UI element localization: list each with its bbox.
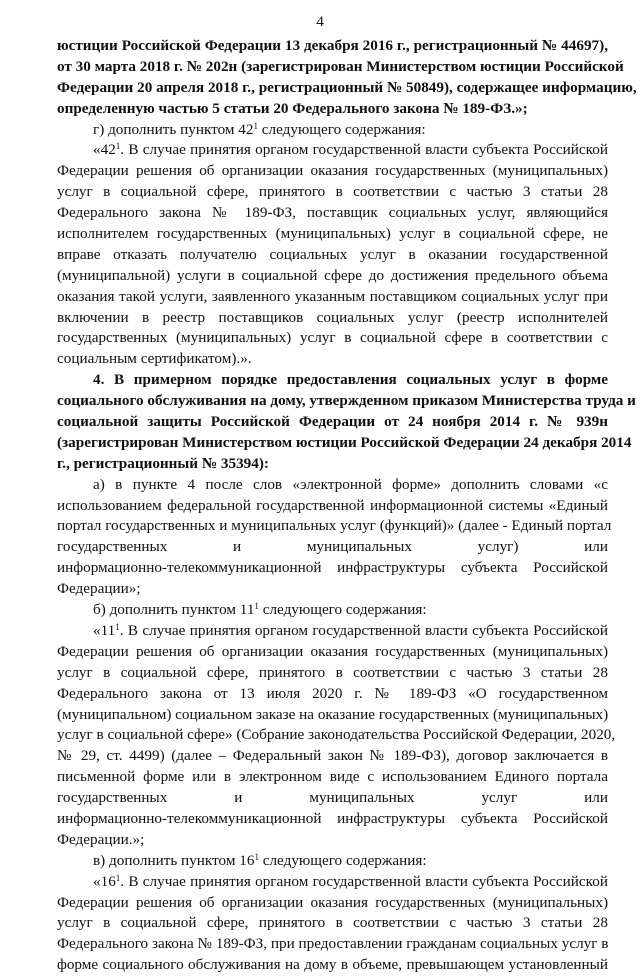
text-line bbox=[57, 57, 624, 78]
text-line bbox=[57, 454, 608, 475]
text-line bbox=[57, 78, 637, 99]
text-line bbox=[57, 558, 608, 579]
line-text: форме социального обслуживания на дому в объеме, превышающем установленный bbox=[57, 956, 608, 974]
line-text: а) в пункте 4 после слов «электронной форме» дополнить словами «с bbox=[93, 475, 608, 493]
line-text: социальной защиты Российской Федерации от 24 ноября 2014 г. № 939н bbox=[57, 413, 608, 431]
line-text: включении в реестр поставщиков социальных услуг (реестр исполнителей bbox=[57, 308, 608, 326]
superscript: 1 bbox=[254, 851, 259, 862]
line-text: информационно-телекоммуникационной инфраструктуры субъекта Российской bbox=[57, 809, 608, 827]
line-text-continued: . В случае принятия органом государственной власти субъекта Российской bbox=[120, 872, 608, 890]
line-text: социального обслуживания на дому, утвержденном приказом Министерства труда и bbox=[57, 392, 636, 410]
text-line bbox=[57, 788, 608, 809]
text-line bbox=[57, 370, 608, 391]
text-line bbox=[57, 161, 608, 182]
text-line bbox=[57, 496, 608, 517]
line-text: определенную частью 5 статьи 20 Федерального закона № 189-ФЗ.»; bbox=[57, 99, 528, 117]
line-text: социальным сертификатом).». bbox=[57, 350, 252, 368]
line-text: № 29, ст. 4499) (далее – Федеральный закон № 189-ФЗ), договор заключается в bbox=[57, 747, 608, 765]
text-line bbox=[57, 140, 608, 161]
line-text-continued: следующего содержания: bbox=[258, 601, 427, 619]
text-line bbox=[57, 663, 608, 684]
line-text-continued: следующего содержания: bbox=[257, 120, 426, 138]
line-text-continued: следующего содержания: bbox=[258, 851, 427, 869]
text-line bbox=[57, 746, 608, 767]
line-text: использованием федеральной государственной информационной системы «Единый bbox=[57, 496, 608, 514]
text-line bbox=[57, 391, 636, 412]
superscript: 1 bbox=[253, 120, 258, 131]
text-line bbox=[57, 182, 608, 203]
page-number: 4 bbox=[316, 13, 324, 30]
text-line bbox=[57, 433, 632, 454]
document-body bbox=[57, 36, 637, 976]
line-text: г) дополнить пунктом 42 bbox=[93, 120, 254, 138]
text-line bbox=[57, 308, 608, 329]
line-text: вправе отказать получателю социальных услуг в оказании государственной bbox=[57, 245, 608, 263]
text-line bbox=[57, 893, 608, 914]
line-text: г., регистрационный № 35394): bbox=[57, 454, 269, 472]
text-line bbox=[57, 872, 608, 893]
text-line bbox=[57, 579, 608, 600]
line-text: Федерального закона от 13 июля 2020 г. № 189-ФЗ «О государственном bbox=[57, 684, 608, 702]
text-line bbox=[57, 621, 608, 642]
text-line bbox=[57, 99, 608, 120]
superscript: 1 bbox=[254, 601, 259, 612]
line-text: «42 bbox=[93, 141, 116, 159]
line-text-continued: . В случае принятия органом государственной власти субъекта Российской bbox=[120, 141, 608, 159]
line-text: «16 bbox=[93, 872, 116, 890]
line-text: Федерации решения об организации оказания государственных (муниципальных) bbox=[57, 162, 608, 180]
text-line bbox=[57, 349, 608, 370]
text-line bbox=[57, 934, 608, 955]
text-line bbox=[57, 412, 608, 433]
line-text: государственных и муниципальных услуг) или bbox=[57, 538, 608, 556]
text-line bbox=[57, 955, 608, 976]
line-text-continued: . В случае принятия органом государственной власти субъекта Российской bbox=[119, 621, 608, 639]
line-text: портал государственных и муниципальных услуг (функций)» (далее - Единый портал bbox=[57, 517, 612, 535]
line-text: услуг в социальной сфере, принятого в соответствии с частью 3 статьи 28 bbox=[57, 183, 608, 201]
line-text: б) дополнить пунктом 11 bbox=[93, 601, 255, 619]
line-text: Федерального закона № 189-ФЗ, при предоставлении гражданам социальных услуг в bbox=[57, 935, 609, 953]
text-line bbox=[57, 705, 608, 726]
superscript: 1 bbox=[115, 141, 121, 152]
line-text: Федерации решения об организации оказания государственных (муниципальных) bbox=[57, 893, 608, 911]
text-line bbox=[57, 328, 608, 349]
text-line bbox=[57, 725, 616, 746]
text-line bbox=[57, 516, 612, 537]
superscript: 1 bbox=[115, 621, 120, 632]
text-line bbox=[57, 203, 608, 224]
line-text: (муниципальном) социальном заказе на оказание государственных (муниципальных) bbox=[57, 705, 609, 723]
superscript: 1 bbox=[115, 872, 121, 883]
text-line bbox=[57, 809, 608, 830]
line-text: Федерации 20 апреля 2018 г., регистрационный № 50849), содержащее информацию, bbox=[57, 78, 637, 96]
line-text: Федерального закона № 189-ФЗ, поставщик социальных услуг, являющийся bbox=[57, 204, 608, 222]
line-text: 4. В примерном порядке предоставления социальных услуг в форме bbox=[93, 371, 608, 389]
text-line bbox=[57, 266, 608, 287]
line-text: (зарегистрирован Министерством юстиции Российской Федерации 24 декабря 2014 bbox=[57, 433, 632, 451]
line-text: государственных (муниципальных) услуг в социальной сфере в соответствии с bbox=[57, 329, 608, 347]
text-line bbox=[57, 537, 608, 558]
text-line bbox=[57, 475, 608, 496]
line-text: в) дополнить пунктом 16 bbox=[93, 851, 255, 869]
text-line bbox=[57, 851, 608, 872]
line-text: от 30 марта 2018 г. № 202н (зарегистрирован Министерством юстиции Российской bbox=[57, 57, 624, 75]
line-text: оказания такой услуги, заявленного указанным поставщиком социальных услуг при bbox=[57, 287, 608, 305]
text-line bbox=[57, 600, 608, 621]
line-text: Федерации»; bbox=[57, 580, 141, 598]
line-text: информационно-телекоммуникационной инфраструктуры субъекта Российской bbox=[57, 559, 608, 577]
text-line bbox=[57, 767, 608, 788]
text-line bbox=[57, 684, 608, 705]
line-text: государственных и муниципальных услуг или bbox=[57, 789, 608, 807]
line-text: (муниципальной) услуги в социальной сфере до достижения предельного объема bbox=[57, 266, 608, 284]
line-text: «11 bbox=[93, 621, 116, 639]
text-line bbox=[57, 36, 608, 57]
line-text: письменной форме или в электронном виде с использованием Единого портала bbox=[57, 768, 608, 786]
line-text: услуг в социальной сфере, принятого в соответствии с частью 3 статьи 28 bbox=[57, 663, 608, 681]
text-line bbox=[57, 120, 608, 141]
text-line bbox=[57, 913, 608, 934]
line-text: услуг в социальной сфере, принятого в соответствии с частью 3 статьи 28 bbox=[57, 914, 608, 932]
text-line bbox=[57, 642, 608, 663]
line-text: исполнителем государственных (муниципальных) услуг в социальной сфере, не bbox=[57, 225, 608, 243]
text-line bbox=[57, 287, 608, 308]
text-line bbox=[57, 830, 608, 851]
line-text: Федерации.»; bbox=[57, 830, 145, 848]
line-text: услуг в социальной сфере» (Собрание законодательства Российской Федерации, 2020, bbox=[57, 726, 616, 744]
text-line bbox=[57, 245, 608, 266]
line-text: Федерации решения об организации оказания государственных (муниципальных) bbox=[57, 642, 608, 660]
text-line bbox=[57, 224, 608, 245]
line-text: юстиции Российской Федерации 13 декабря 2016 г., регистрационный № 44697), bbox=[57, 37, 608, 54]
